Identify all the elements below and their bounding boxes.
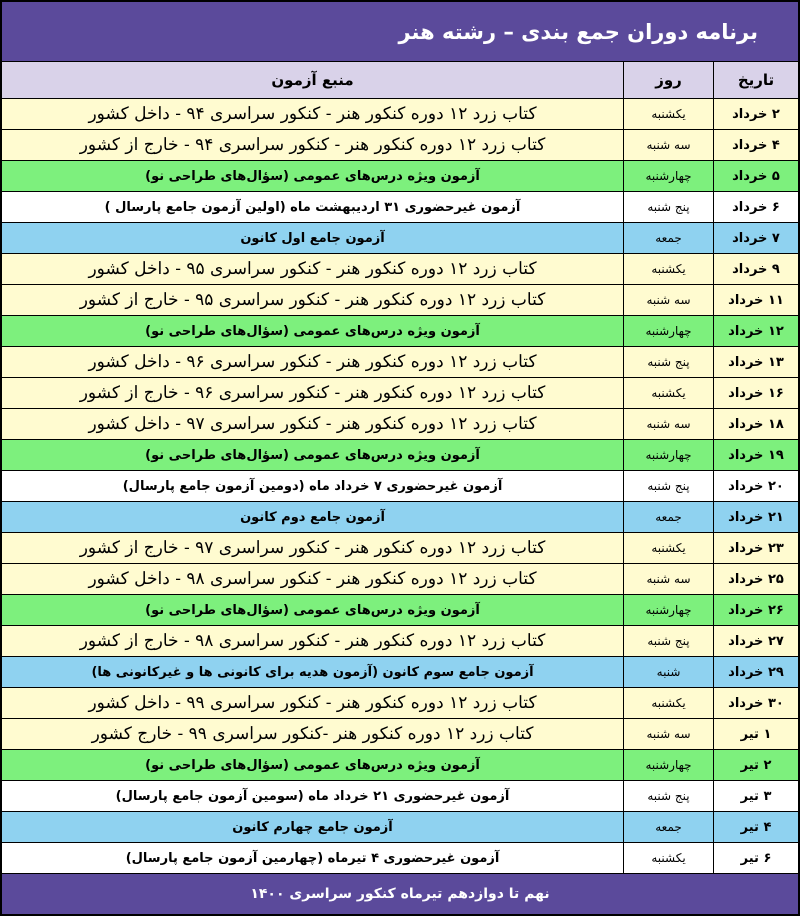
row-source: کتاب زرد ۱۲ دوره کنکور هنر -کنکور سراسری ۹۹ - خارج کشور xyxy=(2,719,623,749)
row-date: ۶ تیر xyxy=(713,843,798,873)
row-source: کتاب زرد ۱۲ دوره کنکور هنر - کنکور سراسری ۹۷ - خارج از کشور xyxy=(2,533,623,563)
row-source: آزمون ویژه درس‌های عمومی (سؤال‌های طراحی نو) xyxy=(145,757,480,773)
row-day: پنج شنبه xyxy=(623,192,713,222)
row-day: چهارشنبه xyxy=(623,750,713,780)
table-row xyxy=(2,595,798,626)
row-source: آزمون ویژه درس‌های عمومی (سؤال‌های طراحی نو) xyxy=(145,168,480,184)
row-day: یکشنبه xyxy=(623,688,713,718)
page-title: برنامه دوران جمع بندی – رشته هنر xyxy=(2,2,798,62)
row-date: ۱۶ خرداد xyxy=(713,378,798,408)
row-date: ۱۲ خرداد xyxy=(713,316,798,346)
table-row xyxy=(2,471,798,502)
row-source: آزمون جامع اول کانون xyxy=(240,230,385,246)
table-row xyxy=(2,347,798,378)
header-date: تاریخ xyxy=(713,62,798,98)
row-source: کتاب زرد ۱۲ دوره کنکور هنر - کنکور سراسری ۹۸ - خارج از کشور xyxy=(2,626,623,656)
row-day: چهارشنبه xyxy=(623,161,713,191)
row-source: کتاب زرد ۱۲ دوره کنکور هنر - کنکور سراسری ۹۹ - داخل کشور xyxy=(2,688,623,718)
row-date: ۱۸ خرداد xyxy=(713,409,798,439)
table-row xyxy=(2,130,798,161)
row-date: ۲۹ خرداد xyxy=(713,657,798,687)
row-source: آزمون غیرحضوری ۴ تیرماه (چهارمین آزمون جامع پارسال) xyxy=(125,850,500,866)
row-date: ۵ خرداد xyxy=(713,161,798,191)
row-source: آزمون غیرحضوری ۳۱ اردیبهشت ماه (اولین آزمون جامع پارسال ) xyxy=(104,199,521,215)
row-source: آزمون غیرحضوری ۷ خرداد ماه (دومین آزمون جامع پارسال) xyxy=(122,478,503,494)
header-day: روز xyxy=(623,62,713,98)
row-source: آزمون ویژه درس‌های عمومی (سؤال‌های طراحی نو) xyxy=(145,323,480,339)
row-date: ۷ خرداد xyxy=(713,223,798,253)
row-date: ۲ خرداد xyxy=(713,99,798,129)
row-date: ۱ تیر xyxy=(713,719,798,749)
table-row xyxy=(2,223,798,254)
row-date: ۴ خرداد xyxy=(713,130,798,160)
row-date: ۹ خرداد xyxy=(713,254,798,284)
table-row xyxy=(2,688,798,719)
row-day: یکشنبه xyxy=(623,99,713,129)
header-source: منبع آزمون xyxy=(271,71,354,89)
row-date: ۳ تیر xyxy=(713,781,798,811)
table-row xyxy=(2,502,798,533)
row-date: ۲۵ خرداد xyxy=(713,564,798,594)
row-day: سه شنبه xyxy=(623,409,713,439)
row-source: آزمون جامع سوم کانون (آزمون هدیه برای کانونی ها و غیرکانونی ها) xyxy=(91,664,534,680)
row-source: کتاب زرد ۱۲ دوره کنکور هنر - کنکور سراسری ۹۷ - داخل کشور xyxy=(2,409,623,439)
row-date: ۶ خرداد xyxy=(713,192,798,222)
table-row xyxy=(2,316,798,347)
row-day: یکشنبه xyxy=(623,843,713,873)
table-row xyxy=(2,285,798,316)
table-row xyxy=(2,409,798,440)
table-row xyxy=(2,440,798,471)
table-row xyxy=(2,750,798,781)
row-date: ۴ تیر xyxy=(713,812,798,842)
row-date: ۲۳ خرداد xyxy=(713,533,798,563)
table-row xyxy=(2,533,798,564)
row-day: پنج شنبه xyxy=(623,781,713,811)
row-source: آزمون ویژه درس‌های عمومی (سؤال‌های طراحی نو) xyxy=(145,602,480,618)
row-day: پنج شنبه xyxy=(623,626,713,656)
row-day: چهارشنبه xyxy=(623,440,713,470)
row-day: سه شنبه xyxy=(623,719,713,749)
row-source: آزمون ویژه درس‌های عمومی (سؤال‌های طراحی نو) xyxy=(145,447,480,463)
table-row xyxy=(2,99,798,130)
row-day: جمعه xyxy=(623,223,713,253)
row-day: پنج شنبه xyxy=(623,471,713,501)
row-source: کتاب زرد ۱۲ دوره کنکور هنر - کنکور سراسری ۹۴ - داخل کشور xyxy=(2,99,623,129)
row-date: ۱۱ خرداد xyxy=(713,285,798,315)
row-date: ۱۹ خرداد xyxy=(713,440,798,470)
row-day: چهارشنبه xyxy=(623,595,713,625)
row-source: آزمون جامع دوم کانون xyxy=(240,509,385,525)
row-source: کتاب زرد ۱۲ دوره کنکور هنر - کنکور سراسری ۹۶ - داخل کشور xyxy=(2,347,623,377)
row-day: سه شنبه xyxy=(623,564,713,594)
row-date: ۲ تیر xyxy=(713,750,798,780)
row-source: کتاب زرد ۱۲ دوره کنکور هنر - کنکور سراسری ۹۶ - خارج از کشور xyxy=(2,378,623,408)
table-row xyxy=(2,564,798,595)
table-row xyxy=(2,657,798,688)
row-date: ۲۰ خرداد xyxy=(713,471,798,501)
row-date: ۱۳ خرداد xyxy=(713,347,798,377)
table-row xyxy=(2,161,798,192)
row-day: جمعه xyxy=(623,502,713,532)
row-date: ۲۷ خرداد xyxy=(713,626,798,656)
row-source: کتاب زرد ۱۲ دوره کنکور هنر - کنکور سراسری ۹۴ - خارج از کشور xyxy=(2,130,623,160)
row-source: کتاب زرد ۱۲ دوره کنکور هنر - کنکور سراسری ۹۸ - داخل کشور xyxy=(2,564,623,594)
table-row xyxy=(2,843,798,874)
row-date: ۲۶ خرداد xyxy=(713,595,798,625)
row-day: جمعه xyxy=(623,812,713,842)
row-day: یکشنبه xyxy=(623,378,713,408)
table-row xyxy=(2,378,798,409)
row-source: آزمون غیرحضوری ۲۱ خرداد ماه (سومین آزمون جامع پارسال) xyxy=(115,788,510,804)
table-row xyxy=(2,626,798,657)
table-row xyxy=(2,192,798,223)
table-row xyxy=(2,812,798,843)
row-source: آزمون جامع چهارم کانون xyxy=(232,819,393,835)
row-source: کتاب زرد ۱۲ دوره کنکور هنر - کنکور سراسری ۹۵ - داخل کشور xyxy=(2,254,623,284)
row-day: سه شنبه xyxy=(623,130,713,160)
table-header xyxy=(2,62,798,99)
row-source: کتاب زرد ۱۲ دوره کنکور هنر - کنکور سراسری ۹۵ - خارج از کشور xyxy=(2,285,623,315)
row-date: ۲۱ خرداد xyxy=(713,502,798,532)
row-day: چهارشنبه xyxy=(623,316,713,346)
footer-note: نهم تا دوازدهم تیرماه کنکور سراسری ۱۴۰۰ xyxy=(2,874,798,914)
row-day: یکشنبه xyxy=(623,533,713,563)
row-date: ۳۰ خرداد xyxy=(713,688,798,718)
row-day: پنج شنبه xyxy=(623,347,713,377)
table-row xyxy=(2,254,798,285)
table-row xyxy=(2,719,798,750)
row-day: شنبه xyxy=(623,657,713,687)
row-day: یکشنبه xyxy=(623,254,713,284)
table-body xyxy=(2,99,798,874)
row-day: سه شنبه xyxy=(623,285,713,315)
table-row xyxy=(2,781,798,812)
